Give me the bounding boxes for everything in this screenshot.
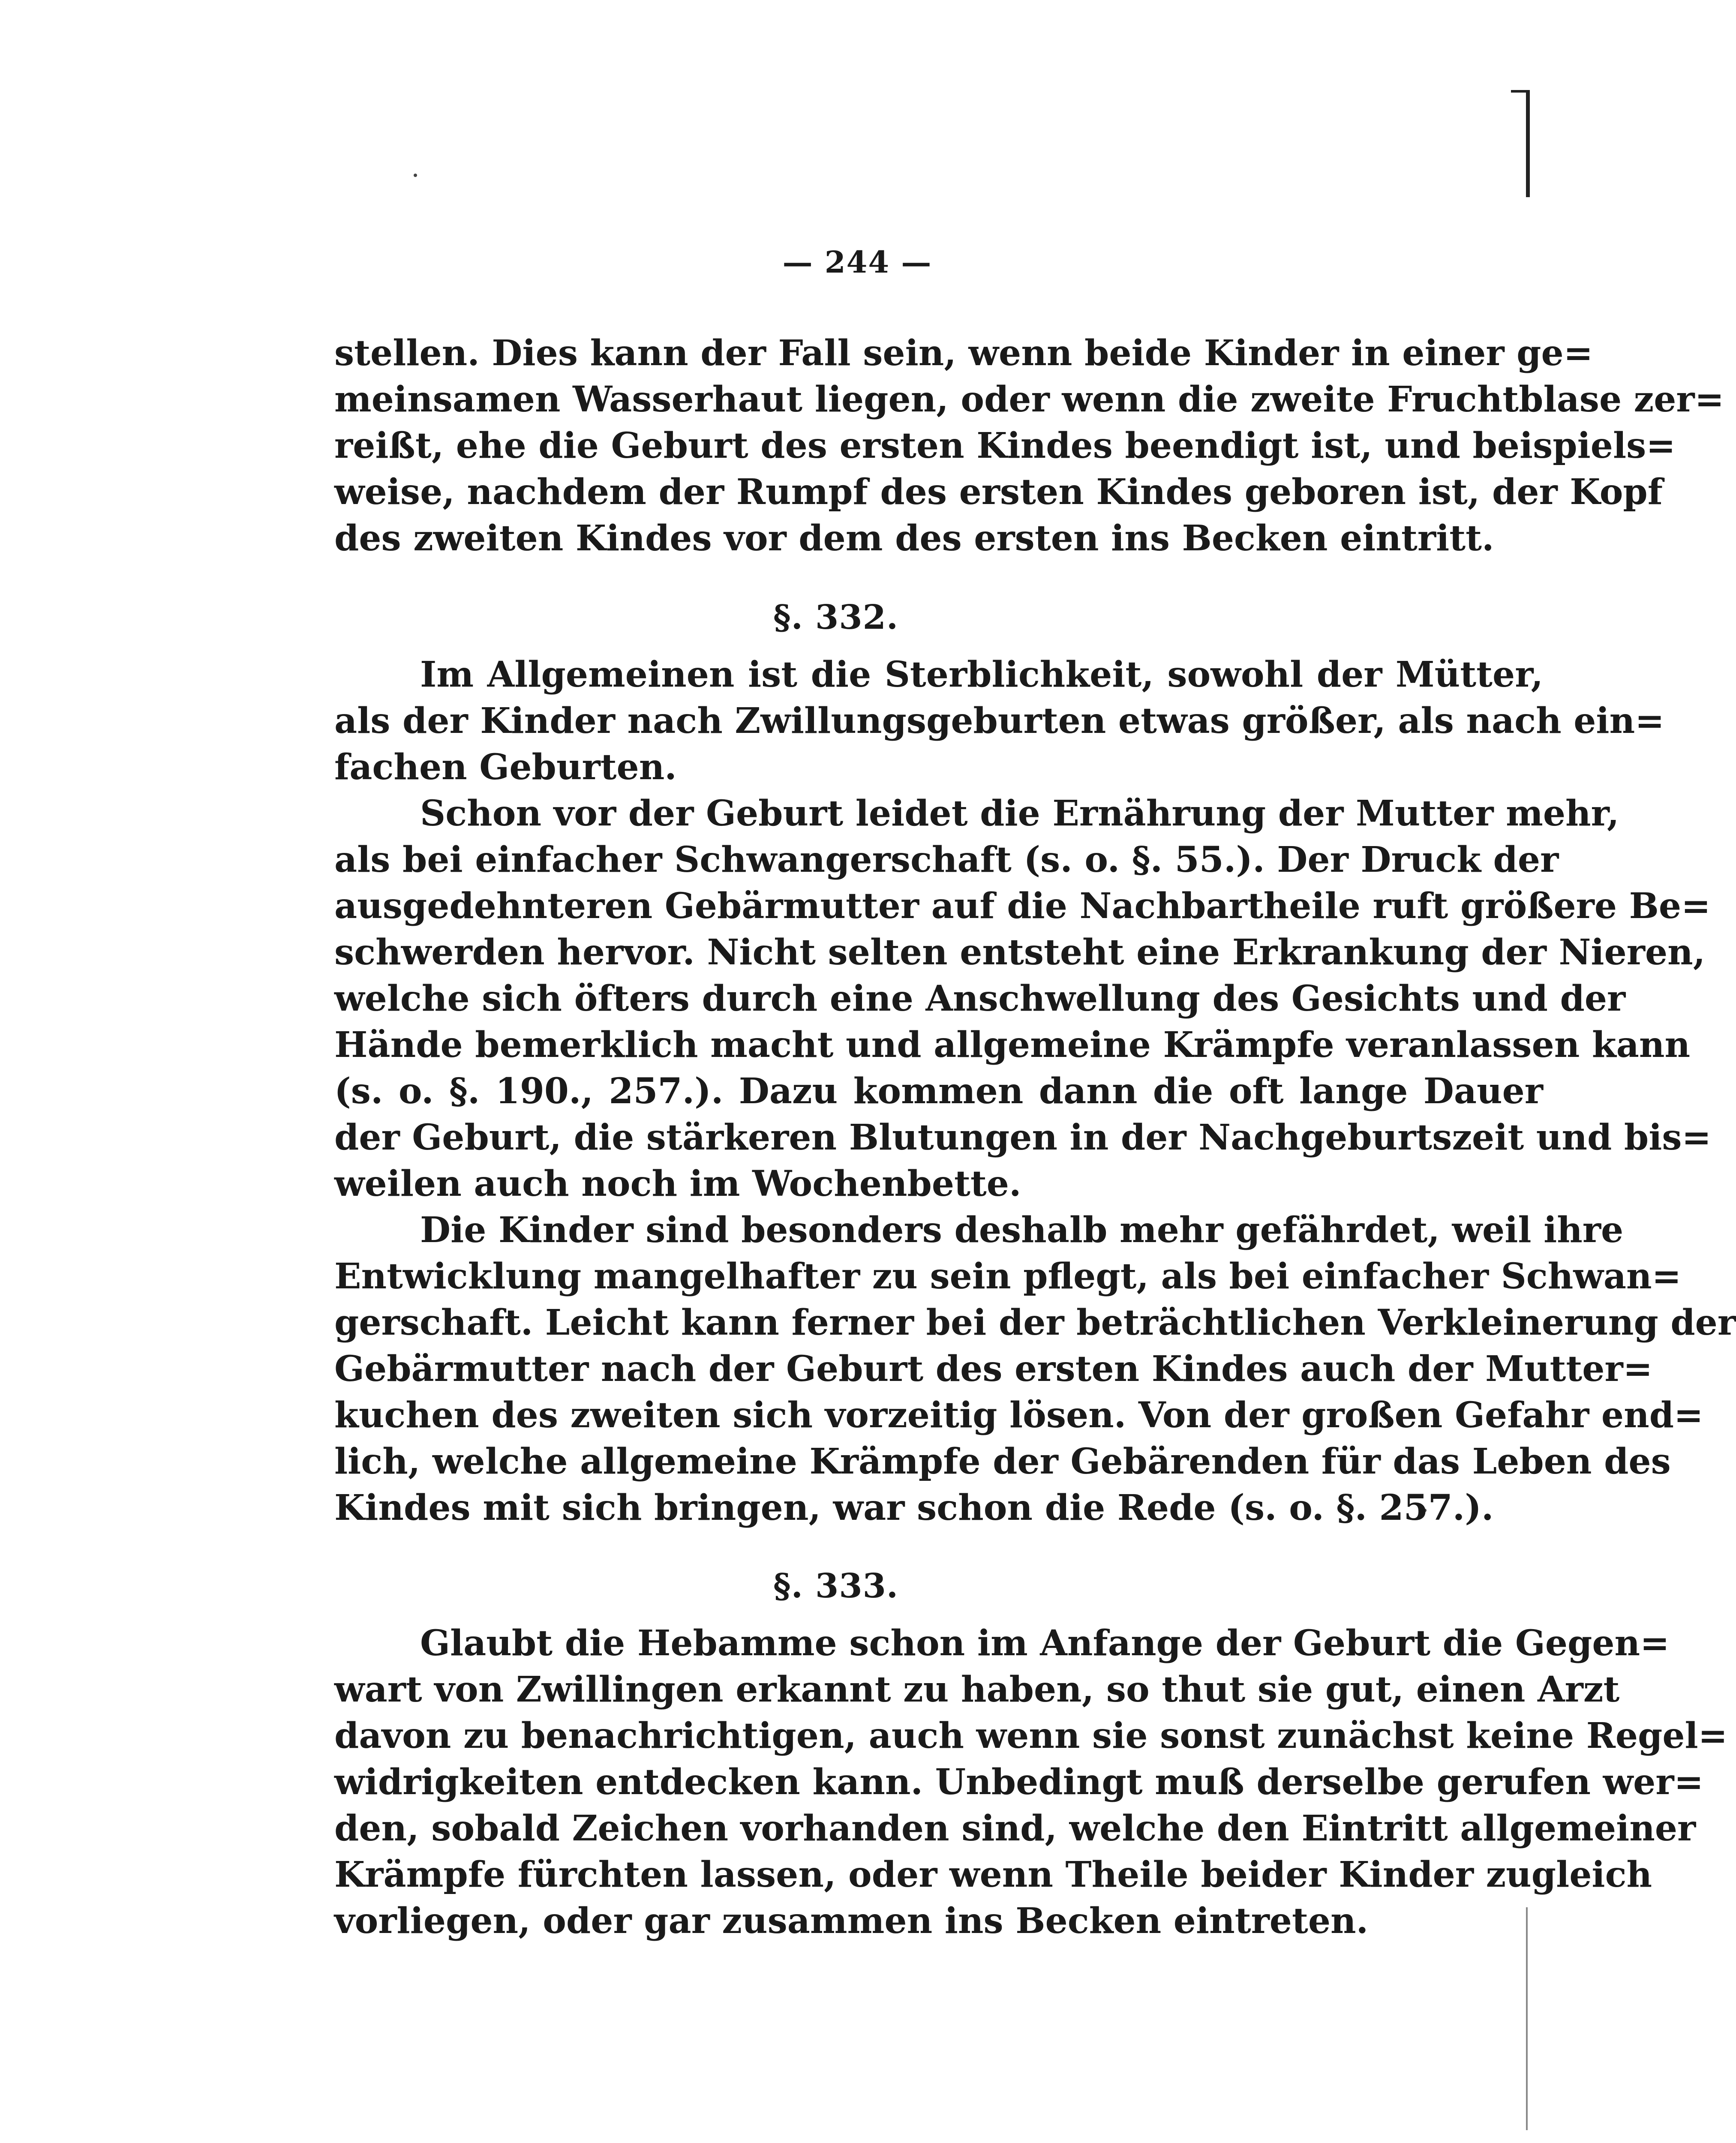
text-line: weilen auch noch im Wochenbette. [334,1163,1021,1204]
text-line: gerschaft. Leicht kann ferner bei der beträchtlichen Verkleinerung der [334,1302,1736,1343]
text-line: Schon vor der Geburt leidet die Ernährung der Mutter mehr, [420,793,1619,834]
text-line: ausgedehnteren Gebärmutter auf die Nachbartheile ruft größere Be= [334,885,1711,927]
text-line: vorliegen, oder gar zusammen ins Becken eintreten. [334,1900,1369,1942]
section-332-body [334,651,1736,1531]
text-line: kuchen des zweiten sich vorzeitig lösen. Von der großen Gefahr end= [334,1395,1703,1436]
text-line: widrigkeiten entdecken kann. Unbedingt muß derselbe gerufen wer= [334,1762,1704,1803]
text-line: schwerden hervor. Nicht selten entsteht eine Erkrankung der Nieren, [334,932,1706,973]
scan-edge-line [1526,90,1530,197]
paragraph-continuation [334,330,1724,561]
text-line: Im Allgemeinen ist die Sterblichkeit, sowohl der Mütter, [420,654,1543,695]
scan-edge-tick [1511,90,1530,93]
text-line: welche sich öfters durch eine Anschwellung des Gesichts und der [334,978,1626,1019]
text-line: Hände bemerklich macht und allgemeine Krämpfe veranlassen kann [334,1024,1691,1065]
text-line: fachen Geburten. [334,747,677,788]
section-333-body [334,1620,1728,1944]
text-line: lich, welche allgemeine Krämpfe der Gebärenden für das Leben des [334,1441,1671,1482]
text-line: Glaubt die Hebamme schon im Anfange der Geburt die Gegen= [420,1623,1670,1664]
page-number: — 244 — [782,244,932,280]
text-line: reißt, ehe die Geburt des ersten Kindes beendigt ist, und beispiels= [334,425,1676,466]
text-line: (s. o. §. 190., 257.). Dazu kommen dann die oft lange Dauer [334,1071,1543,1112]
text-line: Die Kinder sind besonders deshalb mehr gefährdet, weil ihre [420,1210,1624,1251]
text-line: wart von Zwillingen erkannt zu haben, so thut sie gut, einen Arzt [334,1669,1620,1710]
text-line: davon zu benachrichtigen, auch wenn sie sonst zunächst keine Regel= [334,1715,1728,1756]
text-line: Gebärmutter nach der Geburt des ersten Kindes auch der Mutter= [334,1348,1653,1390]
text-line: stellen. Dies kann der Fall sein, wenn beide Kinder in einer ge= [334,333,1593,374]
text-line: den, sobald Zeichen vorhanden sind, welche den Eintritt allgemeiner [334,1808,1696,1849]
text-line: Kindes mit sich bringen, war schon die Rede (s. o. §. 257.). [334,1487,1494,1528]
text-line: weise, nachdem der Rumpf des ersten Kindes geboren ist, der Kopf [334,471,1663,513]
section-heading-333: §. 333. [773,1567,899,1606]
text-line: als der Kinder nach Zwillungsgeburten etwas größer, als nach ein= [334,700,1664,741]
text-line: meinsamen Wasserhaut liegen, oder wenn die zweite Fruchtblase zer= [334,379,1724,420]
text-line: des zweiten Kindes vor dem des ersten ins Becken eintritt. [334,518,1494,559]
text-line: der Geburt, die stärkeren Blutungen in der Nachgeburtszeit und bis= [334,1117,1712,1158]
text-line: Krämpfe fürchten lassen, oder wenn Theile beider Kinder zugleich [334,1854,1652,1895]
scan-speck [414,174,417,177]
text-line: als bei einfacher Schwangerschaft (s. o. §. 55.). Der Druck der [334,839,1559,880]
text-line: Entwicklung mangelhafter zu sein pflegt, als bei einfacher Schwan= [334,1256,1682,1297]
section-heading-332: §. 332. [773,598,899,637]
